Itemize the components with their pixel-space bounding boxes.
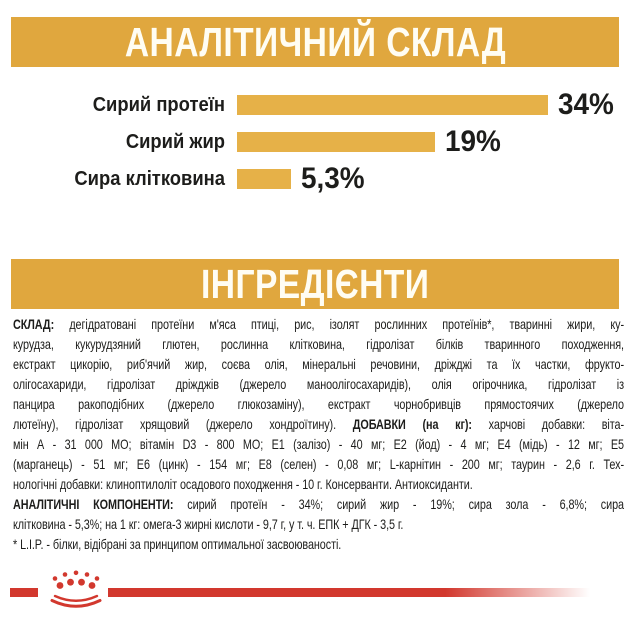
text-run: (марганець) - 51 мг; Е6 (цинк) - 154 мг; Е8 (селен) - 0,08 мг; L-карнітин - 200 мг; таурин - 2,6 г. Тех-	[13, 456, 624, 472]
text-line	[13, 534, 624, 554]
bar-value: 19%	[445, 125, 501, 158]
bar	[237, 95, 548, 115]
text-line	[13, 414, 624, 434]
text-run: олігосахариди, гідролізат дріжджів (джерело маноолігосахаридів), олія огірочника, гідролізат із	[13, 376, 624, 392]
text-line	[13, 354, 624, 374]
bar-value: 34%	[558, 88, 614, 121]
text-run: мін А - 31 000 МО; вітамін D3 - 800 МО; Е1 (залізо) - 40 мг; Е2 (йод) - 4 мг; Е4 (мідь) - 12 мг; Е5	[13, 436, 624, 452]
ingredients-banner	[11, 259, 619, 309]
text-run: курудза, кукурудзяний глютен, рослинна клітковина, гідролізат білків тваринного походження,	[13, 336, 624, 352]
text-line	[13, 334, 624, 354]
text-run-bold: ДОБАВКИ (на кг):	[352, 416, 472, 432]
bar-label: Сирий протеїн	[92, 93, 225, 116]
text-line	[13, 454, 624, 474]
text-line	[13, 314, 624, 334]
composition-text	[13, 314, 624, 554]
chart-row	[0, 125, 637, 158]
text-line	[13, 474, 624, 494]
bar-label: Сира клітковина	[74, 167, 225, 190]
text-run: нологічні добавки: клиноптилоліт осадового походження - 10 г. Консерванти. Антиоксиданти.	[13, 476, 473, 492]
bar	[237, 169, 291, 189]
text-run: * L.I.P. - білки, відібрані за принципом оптимальної засвоюваності.	[13, 536, 342, 552]
composition-chart	[0, 88, 637, 206]
analytical-composition-banner	[11, 17, 619, 67]
text-line	[13, 494, 624, 514]
text-run: екстракт цикорію, риб'ячий жир, соєва олія, мінеральні речовини, дріжджі та їх частки, фрукто-	[13, 356, 624, 372]
text-line	[13, 374, 624, 394]
red-rule-right	[108, 588, 590, 597]
ingredients-title: ІНГРЕДІЄНТИ	[200, 261, 430, 307]
text-run: клітковина - 5,3%; на 1 кг: омега-3 жирні кислоти - 9,7 г, у т. ч. ЕПК + ДГК - 3,5 г.	[13, 516, 404, 532]
bar-value: 5,3%	[301, 162, 365, 195]
text-run-bold: СКЛАД:	[13, 316, 55, 332]
bar	[237, 132, 435, 152]
text-line	[13, 434, 624, 454]
text-run: лютеїну), гідролізат хрящовий (джерело хондроїтину).	[13, 416, 353, 432]
text-run: сирий протеїн - 34%; сирий жир - 19%; сира зола - 6,8%; сира	[173, 496, 624, 512]
text-line	[13, 394, 624, 414]
royal-canin-crown-logo	[48, 570, 104, 612]
analytical-composition-title: АНАЛІТИЧНИЙ СКЛАД	[124, 19, 506, 65]
text-run: дегідратовані протеїни м'яса птиці, рис, ізолят рослинних протеїнів*, тваринні жири, ку-	[54, 316, 624, 332]
red-rule-left	[10, 588, 38, 597]
bar-label: Сирий жир	[125, 130, 225, 153]
chart-row	[0, 162, 637, 195]
text-run: харчові добавки: віта-	[471, 416, 624, 432]
chart-row	[0, 88, 637, 121]
text-run-bold: АНАЛІТИЧНІ КОМПОНЕНТИ:	[13, 496, 174, 512]
text-line	[13, 514, 624, 534]
text-run: панцира ракоподібних (джерело глюкозаміну), екстракт чорнобривців прямостоячих (джерело	[13, 396, 624, 412]
